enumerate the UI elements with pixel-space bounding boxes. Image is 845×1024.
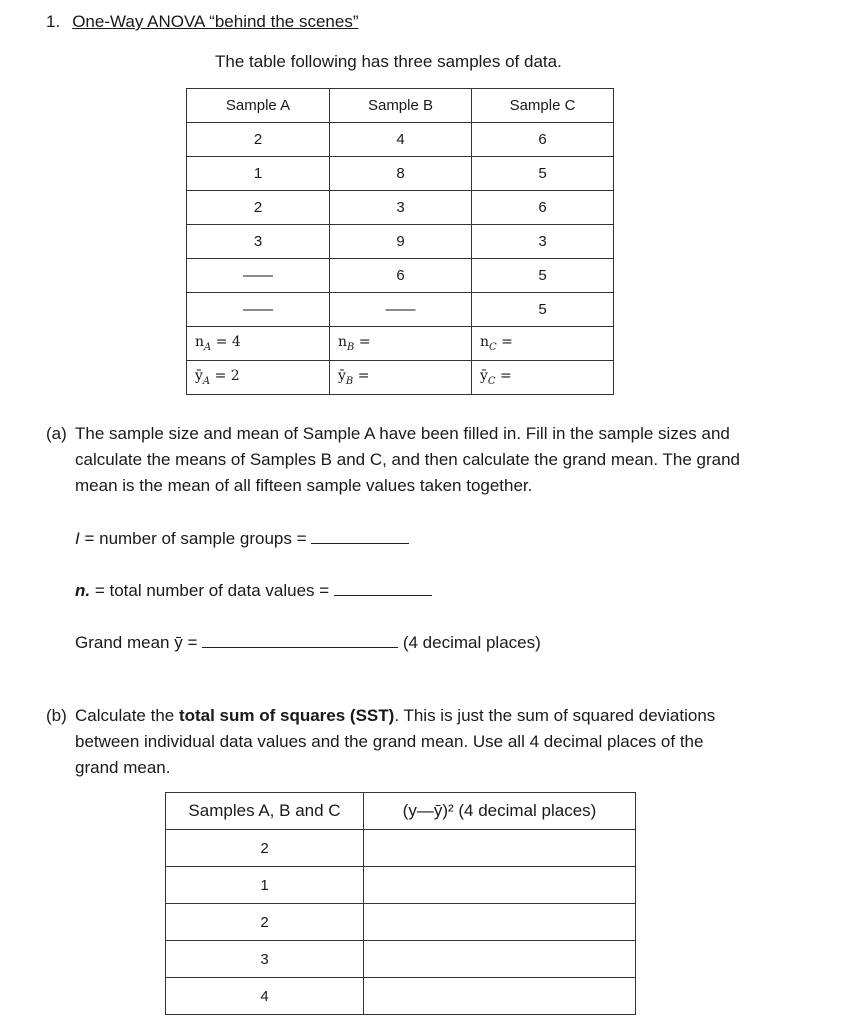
table-row: [166, 830, 636, 867]
cell: 3: [472, 225, 614, 259]
cell: 5: [472, 259, 614, 293]
cell: 5: [472, 157, 614, 191]
part-a-label: (a): [46, 424, 67, 443]
cell: 9: [330, 225, 472, 259]
mean-c-cell: $ȳ_C$ =: [472, 361, 614, 395]
table-row: [166, 904, 636, 941]
cell: 8: [330, 157, 472, 191]
header-sample-a: Sample A: [187, 89, 330, 123]
answer-cell[interactable]: [364, 941, 636, 978]
cell: 4: [166, 978, 364, 1015]
question-number: 1.: [46, 12, 61, 31]
table-row: [187, 191, 614, 225]
table-row: [187, 225, 614, 259]
question-heading: [46, 12, 359, 32]
table-row: [166, 867, 636, 904]
cell: 2: [166, 830, 364, 867]
cell: ——: [330, 293, 472, 327]
answer-cell[interactable]: [364, 904, 636, 941]
question-title: One-Way ANOVA “behind the scenes”: [72, 12, 359, 31]
cell: 5: [472, 293, 614, 327]
cell: 1: [166, 867, 364, 904]
samples-table: [186, 88, 614, 395]
table-row: [187, 293, 614, 327]
intro-text: The table following has three samples of data.: [215, 52, 562, 71]
sample-size-row: [187, 327, 614, 361]
cell: 4: [330, 123, 472, 157]
table-row: [187, 123, 614, 157]
cell: 2: [187, 191, 330, 225]
header-sample-c: Sample C: [472, 89, 614, 123]
sample-mean-row: [187, 361, 614, 395]
part-b-label: (b): [46, 706, 67, 725]
cell: 2: [187, 123, 330, 157]
n-b-cell: $n_B$ =: [330, 327, 472, 361]
answer-cell[interactable]: [364, 867, 636, 904]
groups-line: I = number of sample groups =: [75, 527, 409, 549]
table-row: [187, 157, 614, 191]
cell: ——: [187, 259, 330, 293]
cell: ——: [187, 293, 330, 327]
cell: 6: [472, 123, 614, 157]
table-row: [187, 259, 614, 293]
mean-b-cell: $ȳ_B$ =: [330, 361, 472, 395]
n-a-cell: $n_A = 4$: [187, 327, 330, 361]
header-squared-deviation: (y—ȳ̄)² (4 decimal places): [364, 793, 636, 830]
header-samples: Samples A, B and C: [166, 793, 364, 830]
answer-cell[interactable]: [364, 978, 636, 1015]
cell: 3: [330, 191, 472, 225]
part-b-text: (b) Calculate the total sum of squares (SST). This is just the sum of squared deviations between individual data values and the grand mean. Use all 4 decimal places of the grand mean.: [46, 703, 806, 781]
table-row: [166, 941, 636, 978]
sst-header-row: [166, 793, 636, 830]
cell: 3: [166, 941, 364, 978]
cell: 6: [330, 259, 472, 293]
cell: 6: [472, 191, 614, 225]
cell: 3: [187, 225, 330, 259]
samples-header-row: [187, 89, 614, 123]
part-a-text: (a) The sample size and mean of Sample A have been filled in. Fill in the sample sizes and calculate the means of Samples B and C, and then calculate the grand mean. The grand mean is the mean of all fifteen sample values taken together.: [46, 421, 806, 499]
total-line: n. = total number of data values =: [75, 579, 432, 601]
grand-mean-answer-blank[interactable]: [202, 631, 398, 648]
mean-a-cell: $ȳ_A = 2$: [187, 361, 330, 395]
n-c-cell: $n_C$ =: [472, 327, 614, 361]
grand-mean-line: Grand mean ȳ̄ = (4 decimal places): [75, 633, 541, 652]
total-answer-blank[interactable]: [334, 579, 432, 596]
cell: 1: [187, 157, 330, 191]
header-sample-b: Sample B: [330, 89, 472, 123]
sst-table: [165, 792, 636, 1015]
answer-cell[interactable]: [364, 830, 636, 867]
groups-answer-blank[interactable]: [311, 527, 409, 544]
table-row: [166, 978, 636, 1015]
cell: 2: [166, 904, 364, 941]
